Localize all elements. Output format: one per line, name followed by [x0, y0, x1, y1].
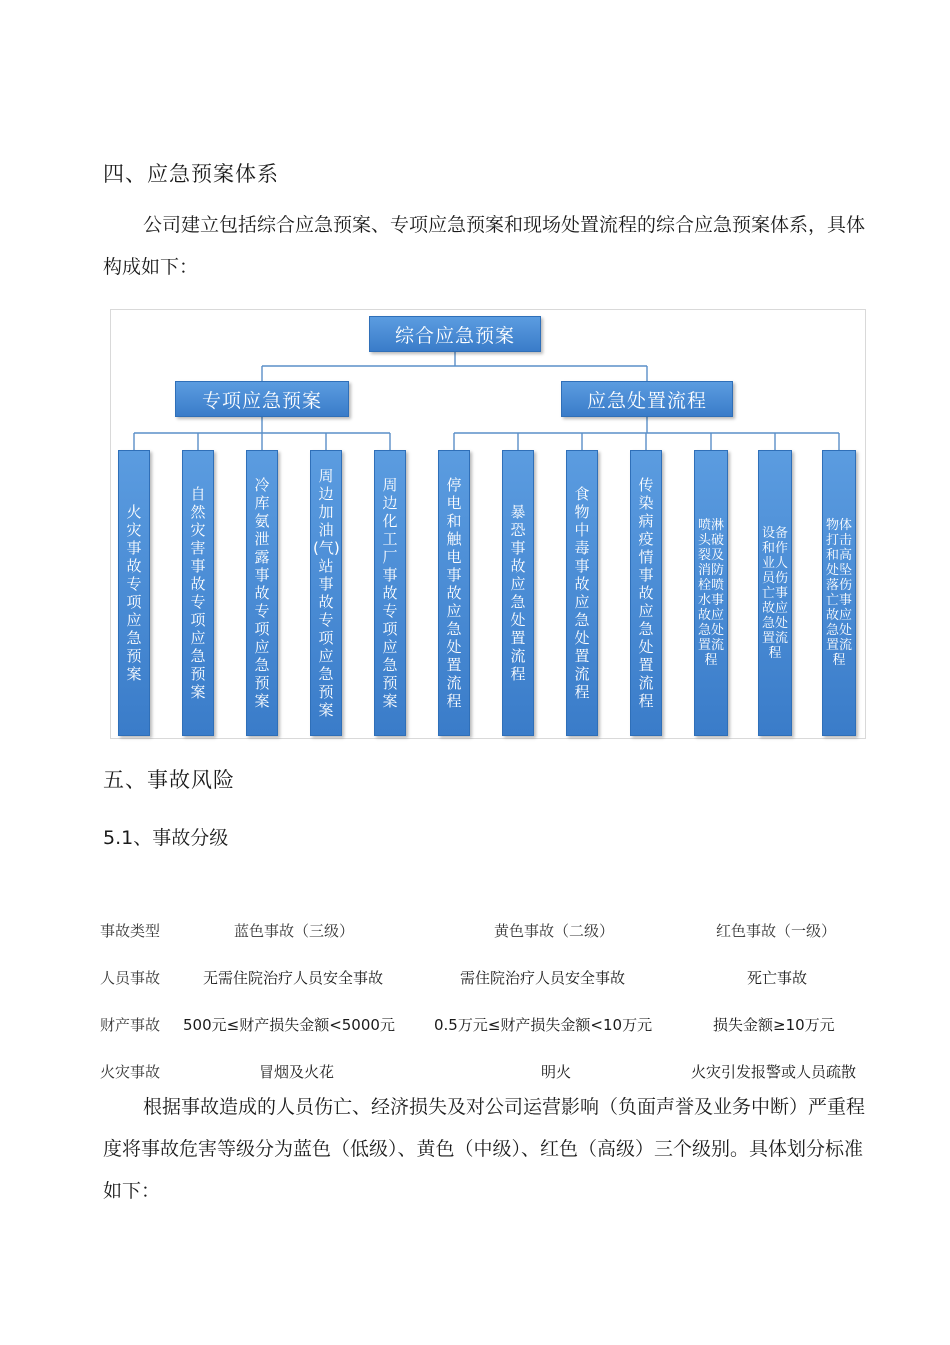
table-row-label: 人员事故 — [100, 969, 161, 987]
root-node-label: 综合应急预案 — [394, 324, 515, 347]
table-header: 红色事故（一级） — [716, 922, 837, 940]
leaf-node — [182, 450, 214, 736]
leaf-label: 周边加油(气)站事故专项应急预案 — [313, 467, 340, 719]
leaf-node — [438, 450, 470, 736]
table-cell: 火灾引发报警或人员疏散 — [691, 1063, 857, 1081]
leaf-label: 食物中毒事故应急处置流程 — [574, 485, 590, 701]
leaf-label: 火灾事故专项应急预案 — [126, 503, 142, 683]
branch-left-label: 专项应急预案 — [201, 389, 322, 412]
subsection-5-1-title: 5.1、事故分级 — [103, 827, 229, 849]
connector-lines — [111, 310, 867, 740]
leaf-node — [758, 450, 792, 736]
leaf-node — [118, 450, 150, 736]
leaf-label: 暴恐事故应急处置流程 — [510, 503, 526, 683]
leaf-node — [374, 450, 406, 736]
leaf-node — [246, 450, 278, 736]
leaf-node — [630, 450, 662, 736]
leaf-node — [502, 450, 534, 736]
branch-node-special-plans — [175, 381, 349, 417]
leaf-label: 喷淋头破裂及消防栓喷水事故应急处置流程 — [697, 518, 724, 668]
table-header: 黄色事故（二级） — [494, 922, 615, 940]
branch-right-label: 应急处置流程 — [586, 389, 707, 412]
table-cell: 0.5万元≤财产损失金额<10万元 — [434, 1016, 653, 1034]
leaf-node — [694, 450, 728, 736]
table-cell: 冒烟及火花 — [259, 1063, 335, 1081]
table-header: 蓝色事故（三级） — [234, 922, 355, 940]
table-cell: 损失金额≥10万元 — [713, 1016, 835, 1034]
table-cell: 死亡事故 — [747, 969, 808, 987]
table-cell: 无需住院治疗人员安全事故 — [203, 969, 384, 987]
grading-paragraph: 根据事故造成的人员伤亡、经济损失及对公司运营影响（负面声誉及业务中断）严重程度将事故危害等级分为蓝色（低级）、黄色（中级）、红色（高级）三个级别。具体划分标准如下： — [103, 1096, 866, 1202]
table-cell: 500元≤财产损失金额<5000元 — [183, 1016, 395, 1034]
leaf-label: 冷库氨泄露事故专项应急预案 — [254, 476, 270, 710]
table-cell: 需住院治疗人员安全事故 — [460, 969, 626, 987]
table-row-label: 火灾事故 — [100, 1063, 161, 1081]
leaf-label: 物体打击和高处坠落伤亡事故应急处置流程 — [825, 518, 852, 668]
root-node — [369, 316, 541, 352]
section-4-title: 四、应急预案体系 — [103, 162, 279, 186]
branch-node-procedures — [561, 381, 733, 417]
leaf-label: 周边化工厂事故专项应急预案 — [382, 476, 398, 710]
leaf-node — [566, 450, 598, 736]
leaf-node — [310, 450, 342, 736]
section-5-title: 五、事故风险 — [103, 768, 235, 792]
table-header: 事故类型 — [100, 922, 161, 940]
leaf-label: 自然灾害事故专项应急预案 — [190, 485, 206, 701]
leaf-label: 传染病疫情事故应急处置流程 — [638, 476, 654, 710]
emergency-plan-org-chart — [110, 309, 866, 739]
table-cell: 明火 — [541, 1063, 572, 1081]
leaf-label: 停电和触电事故应急处置流程 — [446, 476, 462, 710]
intro-paragraph: 公司建立包括综合应急预案、专项应急预案和现场处置流程的综合应急预案体系，具体构成如下： — [103, 214, 866, 278]
leaf-label: 设备和作业人员伤亡事故应急处置流程 — [761, 525, 788, 661]
leaf-node — [822, 450, 856, 736]
table-row-label: 财产事故 — [100, 1016, 161, 1034]
